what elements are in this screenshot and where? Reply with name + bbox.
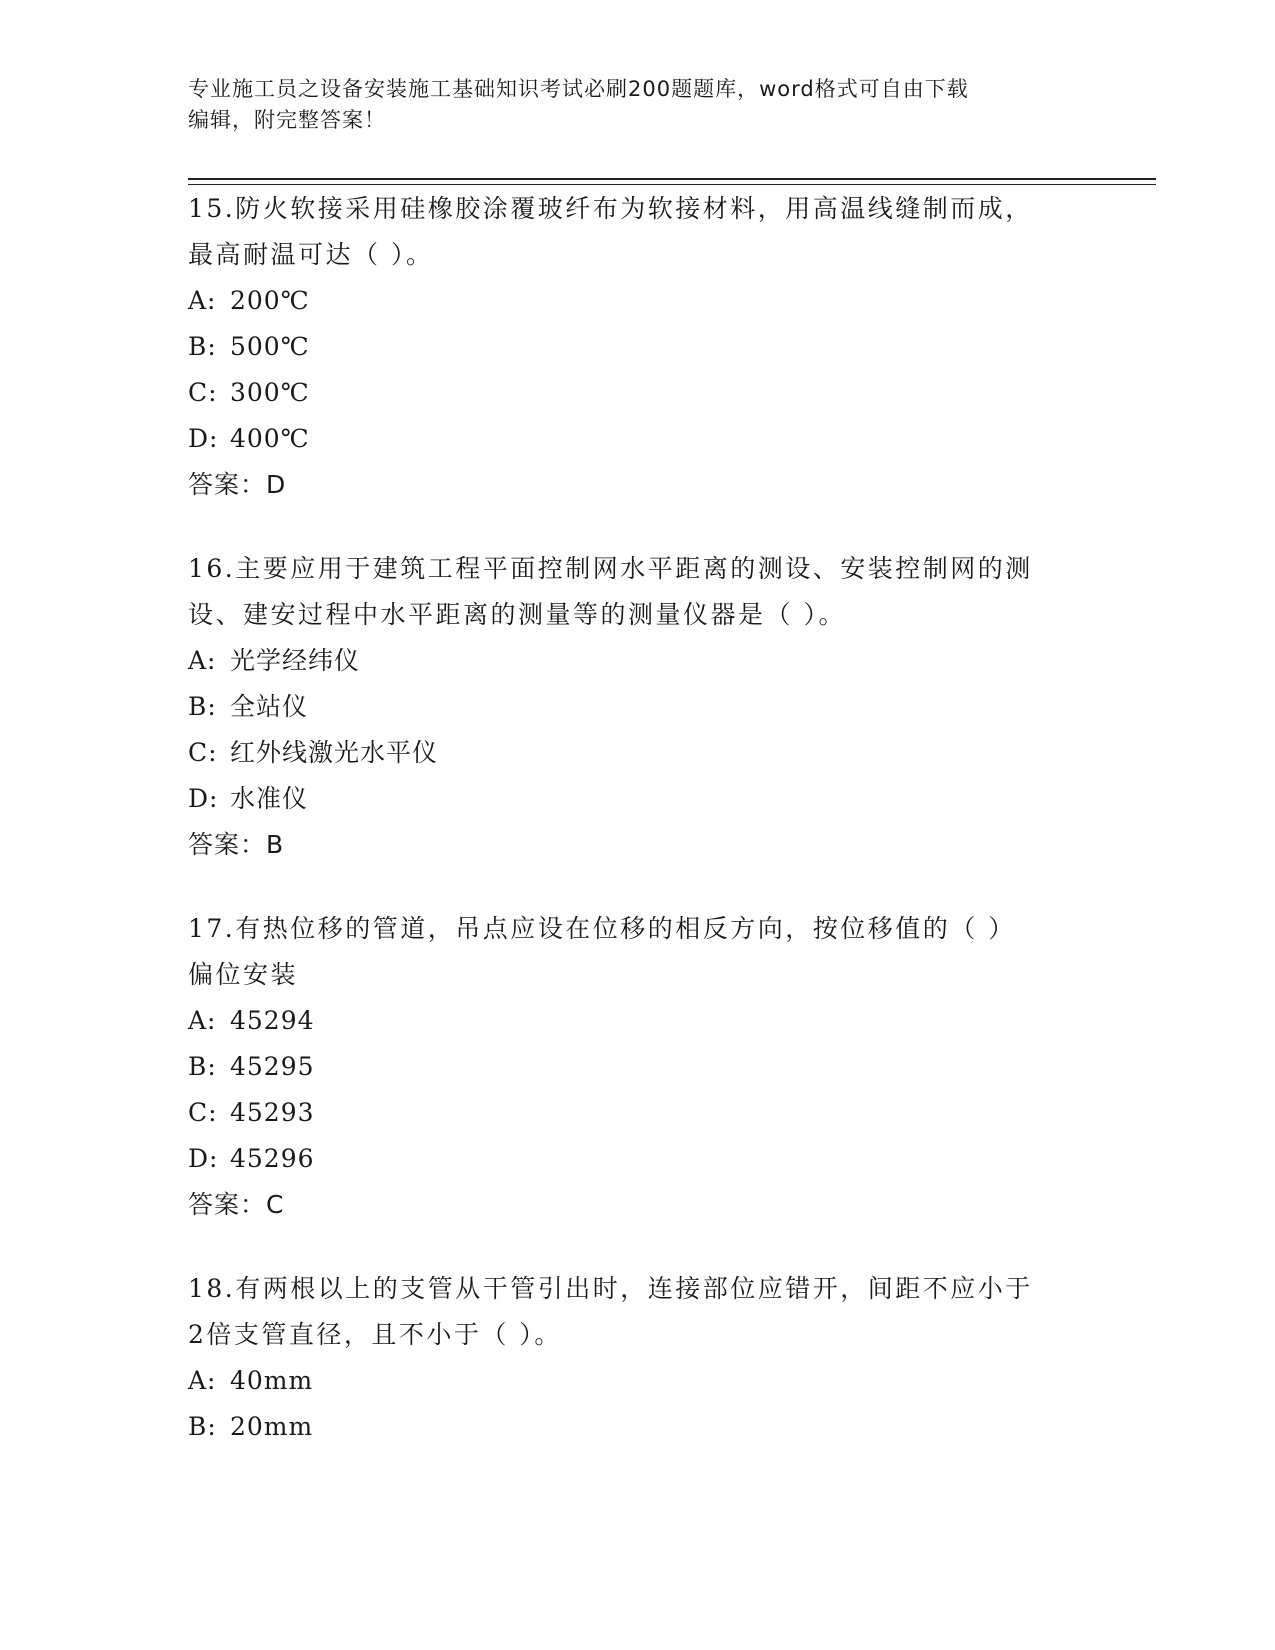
question-text-line-1: 17.有热位移的管道，吊点应设在位移的相反方向，按位移值的（ ） <box>188 914 1016 943</box>
option-b: B: 全站仪 <box>188 692 309 721</box>
document-header <box>188 74 1078 136</box>
question-text-line-2: 最高耐温可达（ ）。 <box>188 240 434 269</box>
header-divider <box>188 178 1156 180</box>
question-17 <box>188 906 1088 1228</box>
question-text-line-2: 偏位安装 <box>188 960 299 989</box>
option-d: D: 400℃ <box>188 424 310 453</box>
question-text-line-2: 设、建安过程中水平距离的测量等的测量仪器是（ ）。 <box>188 600 846 629</box>
option-a: A: 40mm <box>188 1366 314 1395</box>
answer: 答案：D <box>188 470 287 499</box>
question-text-line-1: 16.主要应用于建筑工程平面控制网水平距离的测设、安装控制网的测 <box>188 554 1033 583</box>
option-c: C: 红外线激光水平仪 <box>188 738 439 767</box>
question-15 <box>188 186 1088 508</box>
option-a: A: 45294 <box>188 1006 315 1035</box>
option-b: B: 20mm <box>188 1412 314 1441</box>
answer: 答案：C <box>188 1190 285 1219</box>
header-line-2: 编辑，附完整答案！ <box>188 108 386 132</box>
option-c: C: 45293 <box>188 1098 315 1127</box>
option-b: B: 500℃ <box>188 332 310 361</box>
header-divider-thin <box>188 184 1156 185</box>
question-text-line-2: 2倍支管直径，且不小于（ ）。 <box>188 1320 562 1349</box>
option-a: A: 光学经纬仪 <box>188 646 361 675</box>
question-16 <box>188 546 1088 868</box>
option-b: B: 45295 <box>188 1052 315 1081</box>
question-18 <box>188 1266 1088 1450</box>
option-d: D: 45296 <box>188 1144 315 1173</box>
header-line-1: 专业施工员之设备安装施工基础知识考试必刷200题题库，word格式可自由下载 <box>188 77 969 101</box>
option-d: D: 水准仪 <box>188 784 309 813</box>
question-text-line-1: 15.防火软接采用硅橡胶涂覆玻纤布为软接材料，用高温线缝制而成， <box>188 194 1033 223</box>
question-text-line-1: 18.有两根以上的支管从干管引出时，连接部位应错开，间距不应小于 <box>188 1274 1033 1303</box>
answer: 答案：B <box>188 830 285 859</box>
option-a: A: 200℃ <box>188 286 310 315</box>
option-c: C: 300℃ <box>188 378 310 407</box>
